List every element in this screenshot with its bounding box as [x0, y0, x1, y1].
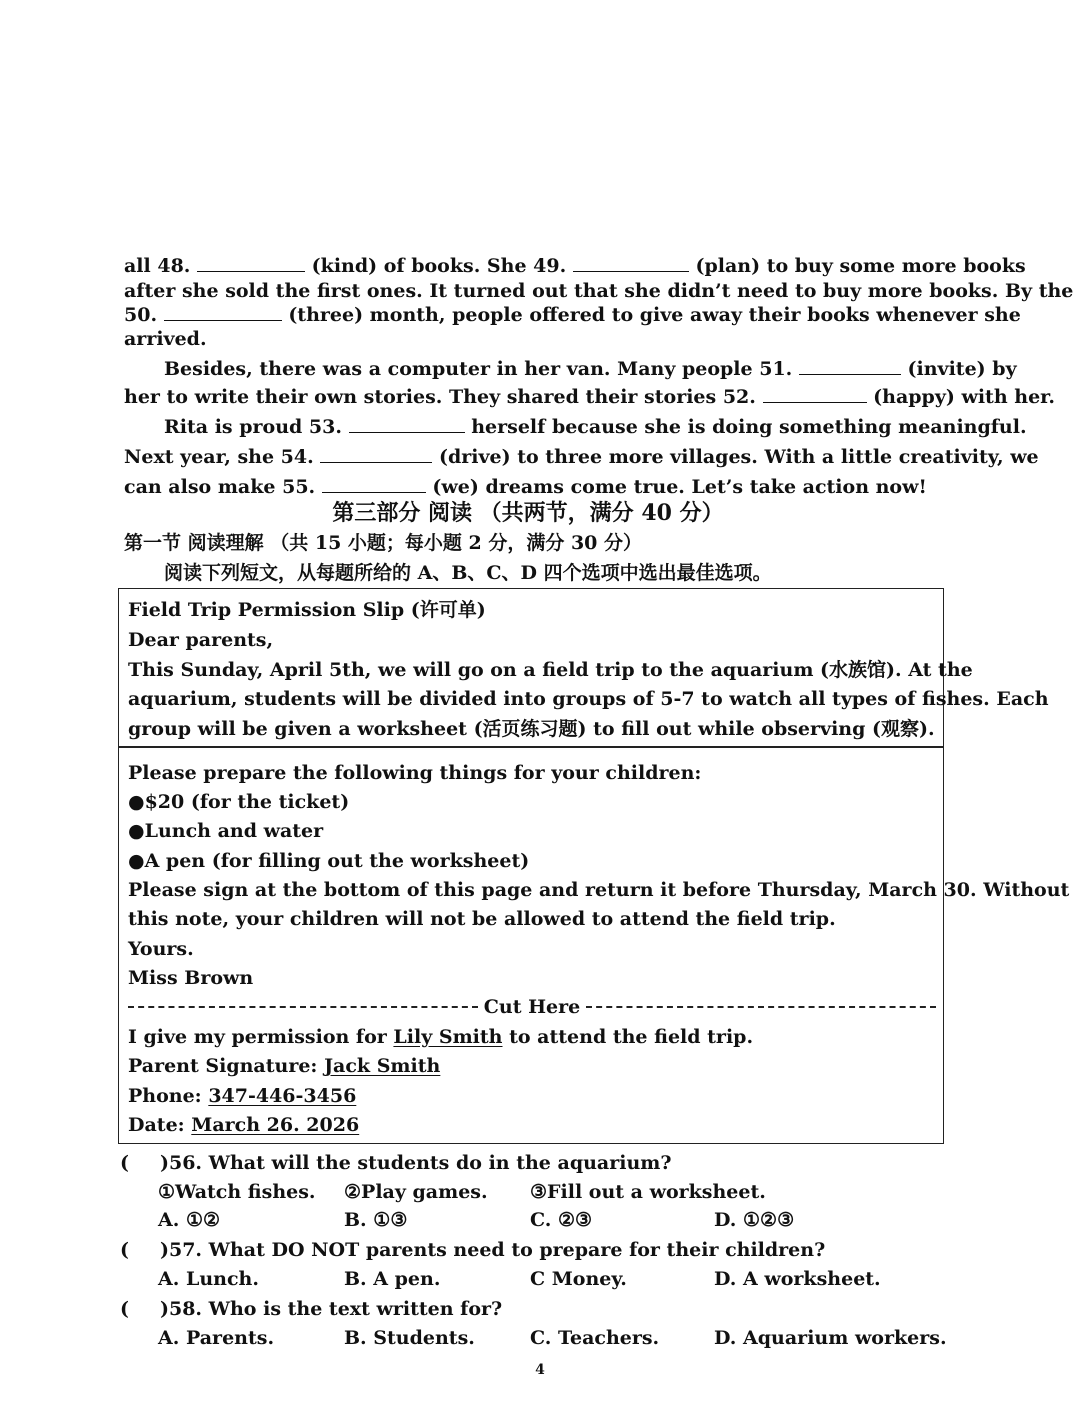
- phone-line: Phone: 347-446-3456: [128, 1085, 357, 1107]
- q57-option-c: C Money.: [530, 1268, 627, 1290]
- slip-sign-line-1: Please sign at the bottom of this page and return it before Thursday, March 30. Without: [128, 879, 1070, 901]
- blank-50: [164, 302, 282, 321]
- q56-statement-3: ③Fill out a worksheet.: [530, 1181, 766, 1203]
- blank-53: [349, 414, 465, 433]
- slip-item-pen: ●A pen (for filling out the worksheet): [128, 850, 530, 872]
- blank-48: [197, 253, 305, 272]
- parent-signature: Parent Signature: Jack Smith: [128, 1055, 441, 1077]
- signature-value: Jack Smith: [324, 1055, 441, 1077]
- cut-dash-left: [128, 1006, 478, 1008]
- answer-paren-57: (: [120, 1239, 129, 1261]
- blank-49: [573, 253, 689, 272]
- q56-option-b: B. ①③: [344, 1209, 408, 1231]
- answer-paren-56: (: [120, 1152, 129, 1174]
- passage-line-1: all 48. (kind) of books. She 49. (plan) to buy some more books: [124, 255, 1026, 277]
- q56-option-d: D. ①②③: [714, 1209, 795, 1231]
- passage-line-6: her to write their own stories. They shared their stories 52. (happy) with her.: [124, 386, 1056, 408]
- question-57: ( )57. What DO NOT parents need to prepare for their children?: [120, 1239, 826, 1261]
- passage-line-3: 50. (three) month, people offered to give away their books whenever she: [124, 304, 1021, 326]
- slip-paragraph-line-2: aquarium, students will be divided into groups of 5-7 to watch all types of fishes. Each: [128, 688, 1049, 710]
- blank-51: [799, 356, 901, 375]
- slip-title: Field Trip Permission Slip (许可单): [128, 599, 486, 621]
- q57-option-d: D. A worksheet.: [714, 1268, 881, 1290]
- passage-line-7: Rita is proud 53. herself because she is doing something meaningful.: [164, 416, 1027, 438]
- slip-paragraph-line-3: group will be given a worksheet (活页练习题) to fill out while observing (观察).: [128, 718, 935, 740]
- slip-item-ticket: ●$20 (for the ticket): [128, 791, 350, 813]
- q56-statement-1: ①Watch fishes.: [158, 1181, 316, 1203]
- passage-line-5: Besides, there was a computer in her van. Many people 51. (invite) by: [164, 358, 1017, 380]
- passage-line-9: can also make 55. (we) dreams come true. Let’s take action now!: [124, 476, 927, 498]
- phone-value: 347-446-3456: [208, 1085, 357, 1107]
- q56-option-c: C. ②③: [530, 1209, 593, 1231]
- slip-sign-line-2: this note, your children will not be allowed to attend the field trip.: [128, 908, 836, 930]
- blank-55: [322, 474, 426, 493]
- question-56: ( )56. What will the students do in the aquarium?: [120, 1152, 672, 1174]
- passage-line-4: arrived.: [124, 328, 207, 350]
- cut-dash-right: [586, 1006, 936, 1008]
- q56-statement-2: ②Play games.: [344, 1181, 488, 1203]
- question-58: ( )58. Who is the text written for?: [120, 1298, 503, 1320]
- slip-greeting: Dear parents,: [128, 629, 274, 651]
- slip-prepare-heading: Please prepare the following things for your children:: [128, 762, 702, 784]
- q58-option-a: A. Parents.: [158, 1327, 275, 1349]
- page-number: 4: [535, 1362, 545, 1378]
- cut-here-divider: [128, 994, 936, 1020]
- permission-statement: I give my permission for Lily Smith to attend the field trip.: [128, 1026, 754, 1048]
- passage-line-2: after she sold the first ones. It turned out that she didn’t need to buy more books. By the: [124, 280, 1074, 302]
- part-three-title: 第三部分 阅读 （共两节，满分 40 分）: [332, 500, 724, 526]
- passage-line-8: Next year, she 54. (drive) to three more villages. With a little creativity, we: [124, 446, 1039, 468]
- q56-option-a: A. ①②: [158, 1209, 221, 1231]
- student-name: Lily Smith: [393, 1026, 503, 1048]
- q58-option-c: C. Teachers.: [530, 1327, 660, 1349]
- blank-54: [320, 444, 432, 463]
- answer-paren-58: (: [120, 1298, 129, 1320]
- blank-52: [763, 384, 867, 403]
- cut-here-label: Cut Here: [483, 996, 581, 1018]
- reading-instruction: 阅读下列短文，从每题所给的 A、B、C、D 四个选项中选出最佳选项。: [164, 562, 772, 584]
- slip-sender: Miss Brown: [128, 967, 254, 989]
- q57-option-b: B. A pen.: [344, 1268, 441, 1290]
- slip-closing: Yours.: [128, 938, 194, 960]
- q57-option-a: A. Lunch.: [158, 1268, 259, 1290]
- date-value: March 26. 2026: [191, 1114, 360, 1136]
- q58-option-b: B. Students.: [344, 1327, 475, 1349]
- section-one-title: 第一节 阅读理解 （共 15 小题；每小题 2 分，满分 30 分）: [124, 532, 643, 554]
- date-line: Date: March 26. 2026: [128, 1114, 360, 1136]
- q58-option-d: D. Aquarium workers.: [714, 1327, 947, 1349]
- slip-item-lunch: ●Lunch and water: [128, 820, 324, 842]
- slip-paragraph-line-1: This Sunday, April 5th, we will go on a field trip to the aquarium (水族馆). At the: [128, 659, 973, 681]
